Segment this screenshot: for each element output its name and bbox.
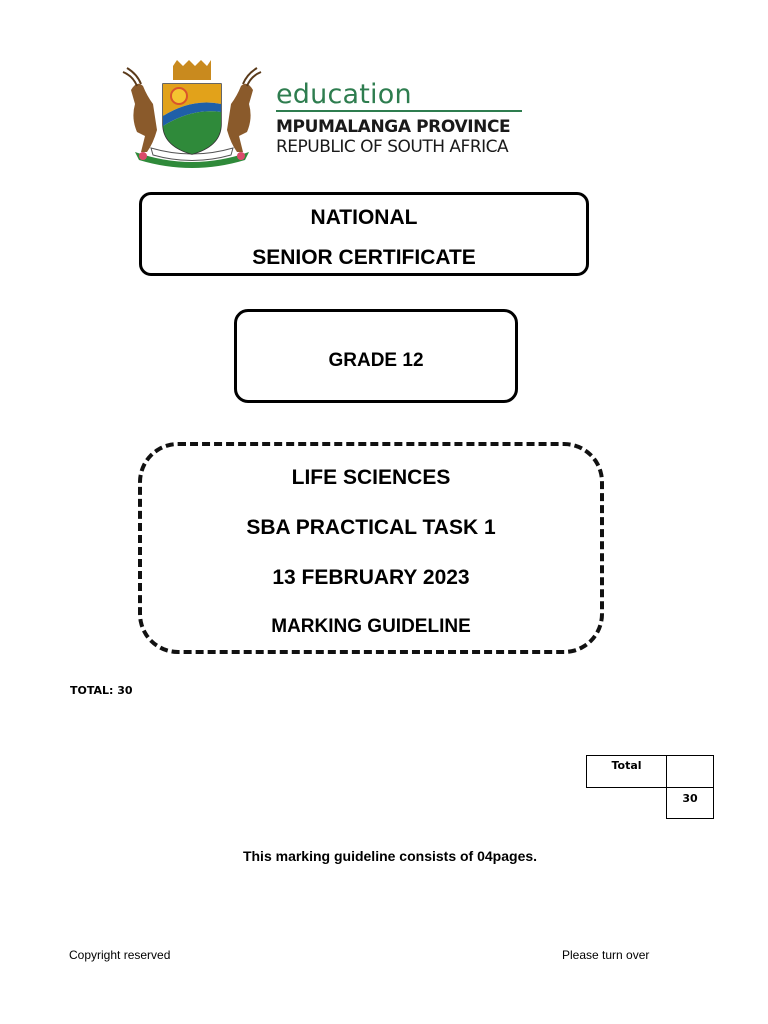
total-table: [586, 755, 714, 819]
subject-name: LIFE SCIENCES: [291, 466, 451, 489]
brand-divider: [276, 110, 522, 112]
table-row: [587, 788, 714, 819]
certificate-title-line2: SENIOR CERTIFICATE: [252, 246, 476, 269]
education-brand: [276, 80, 536, 157]
total-value-cell: 30: [667, 788, 714, 819]
page-count-note: This marking guideline consists of 04pages.: [242, 848, 538, 864]
grade-box: [234, 309, 518, 403]
task-date: 13 FEBRUARY 2023: [272, 566, 470, 589]
document-type: MARKING GUIDELINE: [271, 616, 471, 637]
footer-copyright: Copyright reserved: [69, 948, 171, 962]
brand-wordmark: education: [276, 79, 412, 110]
table-row: [587, 756, 714, 788]
footer-turn-over: Please turn over: [562, 948, 650, 962]
subject-box: [138, 442, 604, 654]
empty-cell: [587, 788, 667, 819]
coat-of-arms-icon: [113, 60, 271, 168]
total-marks-line: TOTAL: 30: [70, 684, 133, 697]
country-name: REPUBLIC OF SOUTH AFRICA: [276, 137, 509, 157]
task-name: SBA PRACTICAL TASK 1: [246, 516, 496, 539]
certificate-title-line1: NATIONAL: [310, 206, 418, 229]
province-name: MPUMALANGA PROVINCE: [276, 117, 511, 137]
total-score-cell: [667, 756, 714, 788]
total-label-cell: Total: [587, 756, 667, 788]
certificate-title-box: [139, 192, 589, 276]
grade-label: GRADE 12: [328, 350, 424, 371]
